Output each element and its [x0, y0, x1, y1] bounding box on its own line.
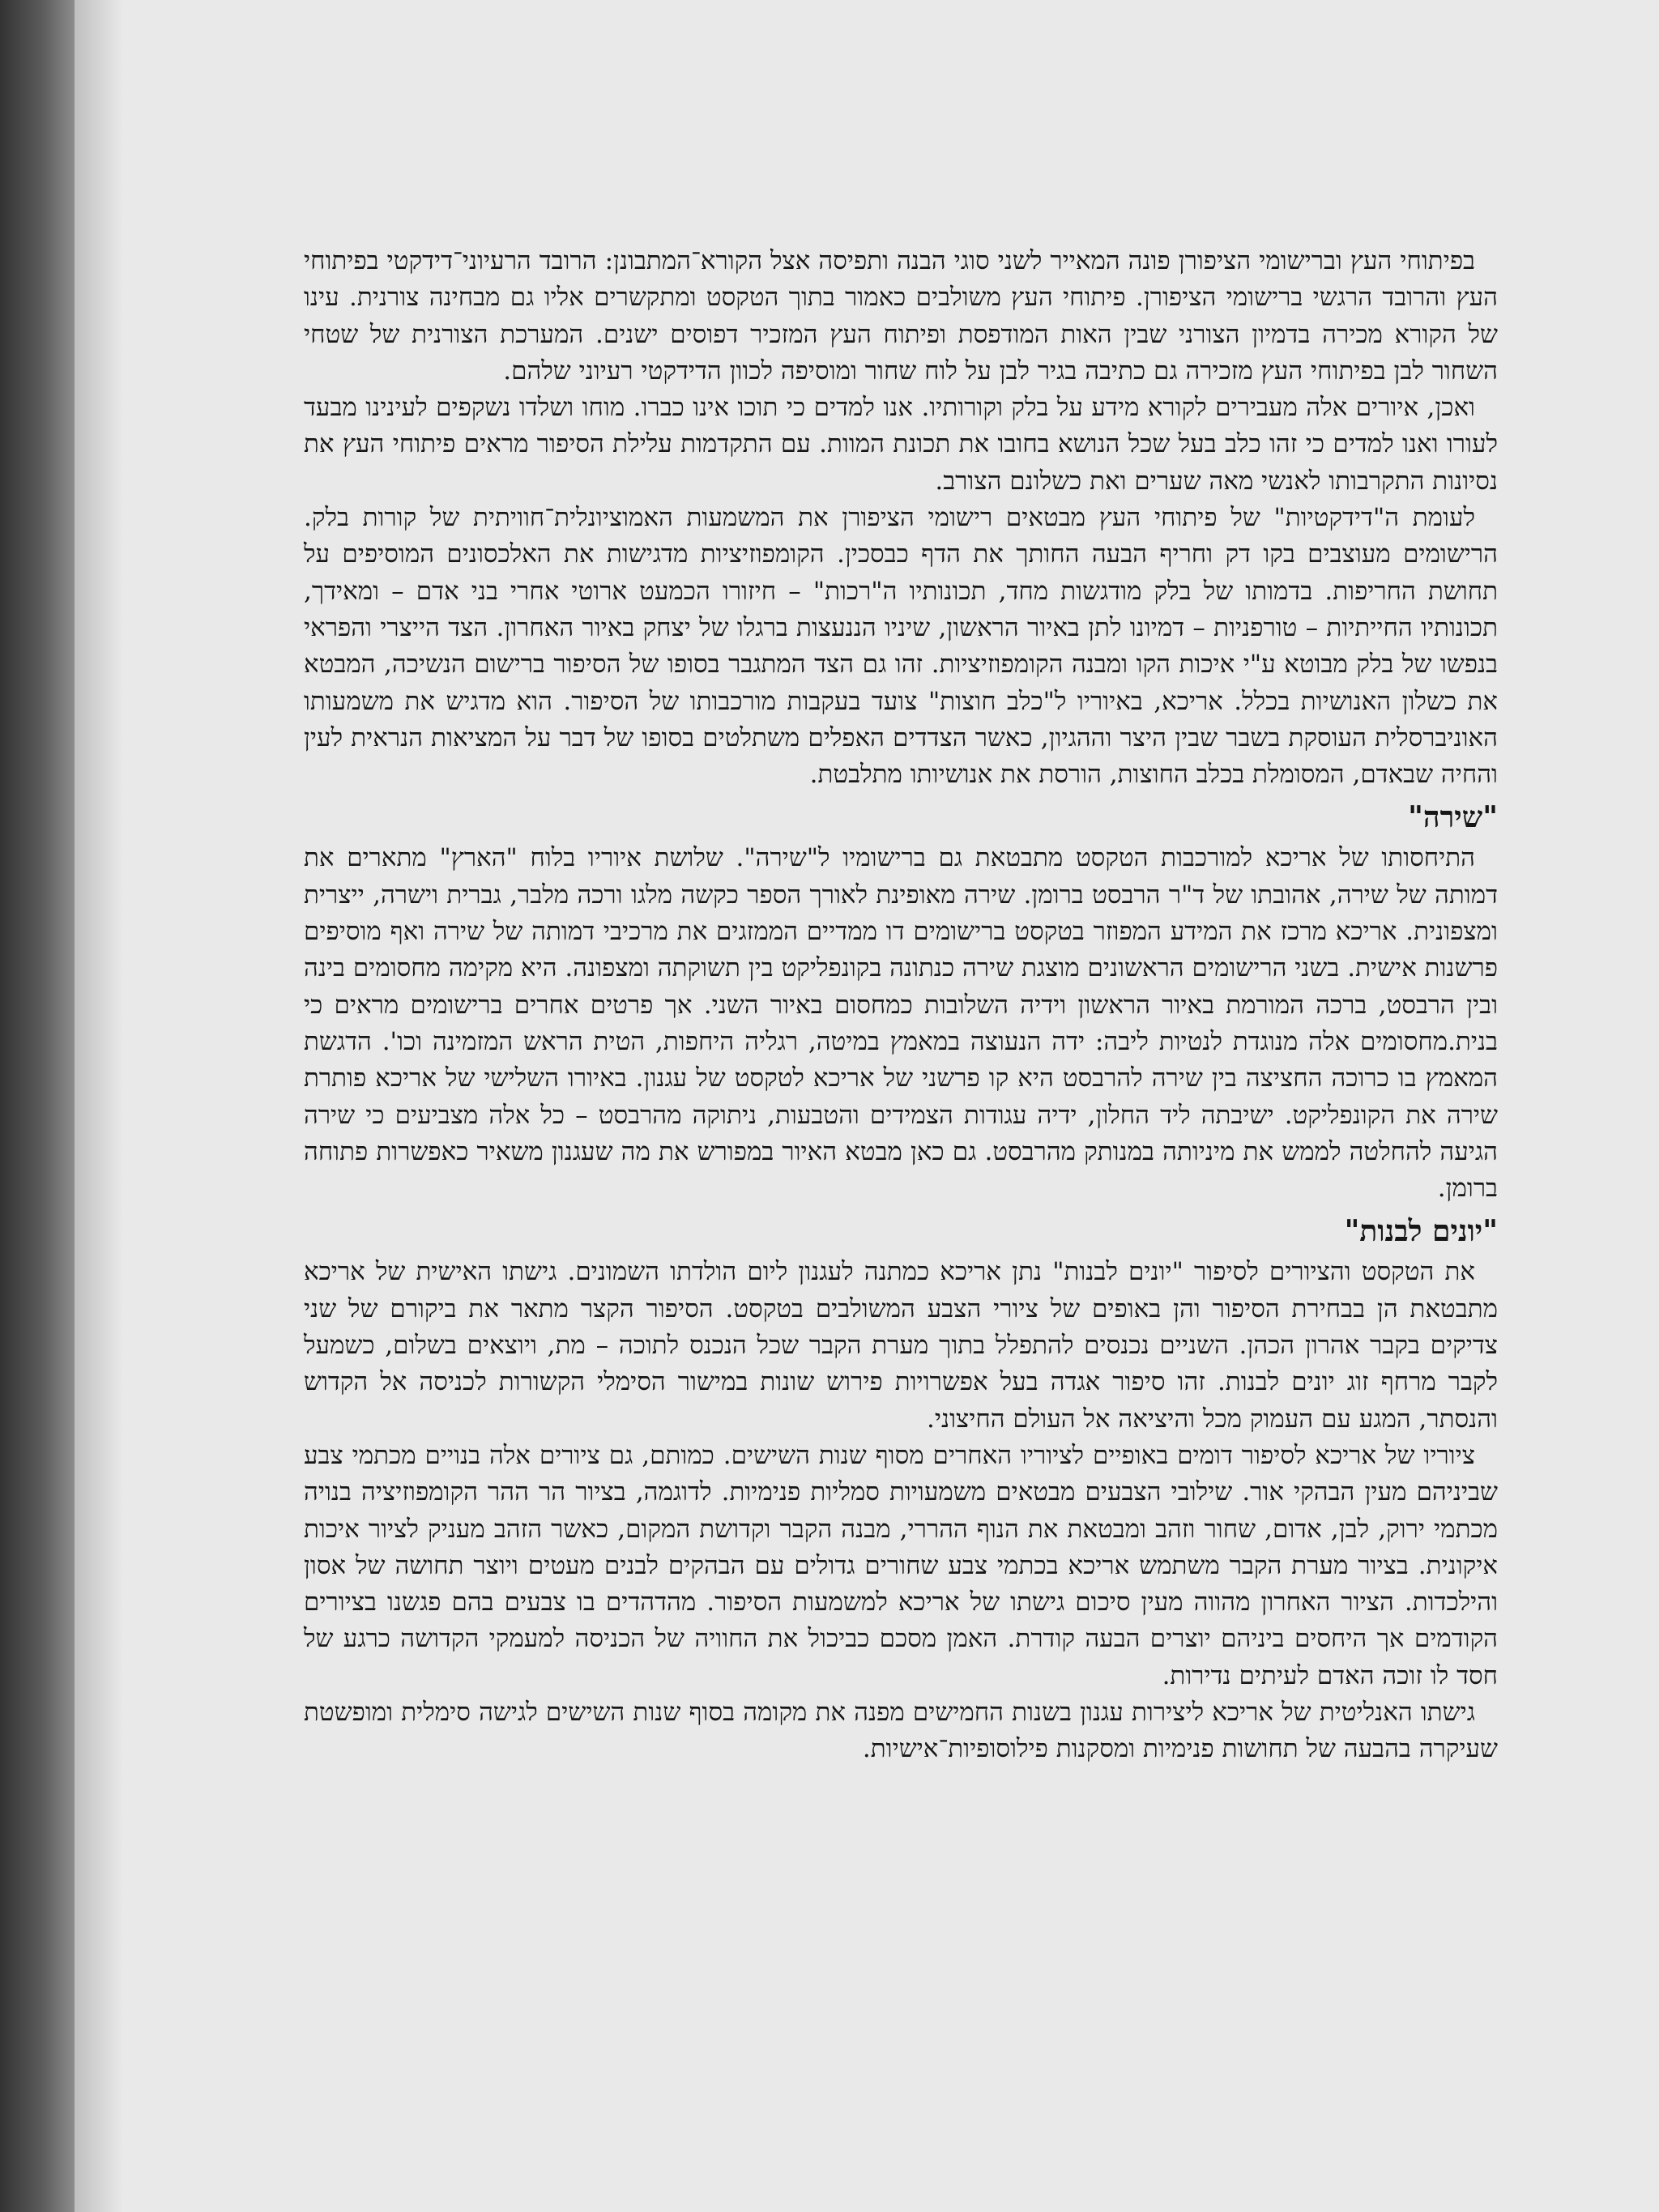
paragraph: גישתו האנליטית של אריכא ליצירות עגנון בשנות החמישים מפנה את מקומה בסוף שנות השישים לגישה סימלית ומופשטת שעיקרה בהבעה של תחושות פנימיות ומסקנות פילוסופיות־אישיות.: [304, 1697, 1498, 1764]
section-title-shira: "שירה": [1408, 800, 1498, 835]
paragraph: ואכן, איורים אלה מעבירים לקורא מידע על בלק וקורותיו. אנו למדים כי תוכו אינו כברו. מוחו ושלדו נשקפים לעינינו מבעד לעורו ואנו למדים כי זהו כלב בעל שכל הנושא בחובו את תכונת המוות. עם התקדמות עלילת הסיפור מראים פיתוחי העץ את נסיונות התקרבותו לאנשי מאה שערים ואת כשלונם הצורב.: [304, 393, 1498, 496]
scanned-page: [75, 0, 1659, 2212]
paragraph: ציוריו של אריכא לסיפור דומים באופיים לציוריו האחרים מסוף שנות השישים. כמותם, גם ציורים אלה בנויים מכתמי צבע שביניהם מעין הבהקי אור. שילובי הצבעים מבטאים משמעויות סמליות פנימיות. לדוגמה, בציור הר ההר הקומפוזיציה בנויה מכתמי ירוק, לבן, אדום, שחור וזהב ומבטאת את הנוף ההררי, מבנה הקבר וקדושת המקום, כאשר הזהב מעניק לציור איכות איקונית. בציור מערת הקבר משתמש אריכא בכתמי צבע שחורים גדולים עם הבהקים לבנים מעטים ויוצר תחושה של אסון והילכדות. הציור האחרון מהווה מעין סיכום גישתו של אריכא למשמעות הסיפור. מהדהדים בו צבעים בהם פגשנו בציורים הקודמים אך היחסים ביניהם יוצרים הבעה קודרת. האמן מסכם כביכול את החוויה של הכניסה למעמקי הקדושה כרגע של חסד לו זוכה האדם לעיתים נדירות.: [304, 1440, 1498, 1690]
section-title-white-doves: "יונים לבנות": [1344, 1214, 1498, 1249]
paragraph: לעומת ה"דידקטיות" של פיתוחי העץ מבטאים רישומי הציפורן את המשמעות האמוציונלית־חוויתית של קורות בלק. הרישומים מעוצבים בקו דק וחריף הבעה החותך את הדף כבסכין. הקומפוזיציות מדגישות את האלכסונים המוסיפים על תחושת החריפות. בדמותו של בלק מודגשות מחד, תכונותיו ה"רכות" – חיזורו הכמעט ארוטי אחרי בני אדם – ומאידך, תכונותיו החייתיות – טורפניות – דמיונו לתן באיור הראשון, שיניו הננעצות ברגלו של יצחק באיור האחרון. הצד הייצרי והפראי בנפשו של בלק מבוטא ע"י איכות הקו ומבנה הקומפוזיציות. זהו גם הצד המתגבר בסופו של הסיפור ברישום הנשיכה, המבטא את כשלון האנושיות בכלל. אריכא, באיוריו ל"כלב חוצות" צועד בעקבות מורכבותו של הסיפור. הוא מדגיש את משמעותו האוניברסלית העוסקת בשבר שבין היצר וההגיון, כאשר הצדדים האפלים משתלטים בסופו של דבר על המציאות הנראית לעין והחיה שבאדם, המסומלת בכלב החוצות, הורסת את אנושיותו מתלבטת.: [304, 503, 1498, 790]
article-body: [304, 243, 1498, 1768]
paragraph: התיחסותו של אריכא למורכבות הטקסט מתבטאת גם ברישומיו ל"שירה". שלושת איוריו בלוח "הארץ" מתארים את דמותה של שירה, אהובתו של ד"ר הרבסט ברומן. שירה מאופינת לאורך הספר כקשה מלגו ורכה מלבר, גברית וישרה, ייצרית ומצפונית. אריכא מרכז את המידע המפוזר בטקסט ברישומים דו ממדיים הממזגים את מרכיבי דמותה של שירה ואף מוסיפים פרשנות אישית. בשני הרישומים הראשונים מוצגת שירה כנתונה בקונפליקט בין תשוקתה ומצפונה. היא מקימה מחסומים בינה ובין הרבסט, ברכה המורמת באיור הראשון וידיה השלובות כמחסום באיור השני. אך פרטים אחרים ברישומים מראים כי בנית.מחסומים אלה מנוגדת לנטיות ליבה: ידה הנעוצה במאמץ במיטה, רגליה היחפות, הטית הראש המזמינה וכו'. הדגשת המאמץ בו כרוכה החציצה בין שירה להרבסט היא קו פרשני של אריכא לטקסט של עגנון. באיורו השלישי של אריכא פותרת שירה את הקונפליקט. ישיבתה ליד החלון, ידיה עגודות הצמידים והטבעות, ניתוקה מהרבסט – כל אלה מצביעים כי שירה הגיעה להחלטה לממש את מיניותה במנותק מהרבסט. גם כאן מבטא האיור במפורש את מה שעגנון משאיר כאפשרות פתוחה ברומן.: [304, 843, 1498, 1204]
scan-left-shadow: [0, 0, 75, 2212]
paragraph: בפיתוחי העץ וברישומי הציפורן פונה המאייר לשני סוגי הבנה ותפיסה אצל הקורא־המתבונן: הרובד הרעיוני־דידקטי בפיתוחי העץ והרובד הרגשי ברישומי הציפורן. פיתוחי העץ משולבים כאמור בתוך הטקסט ומתקשרים אליו גם מבחינה צורנית. עינו של הקורא מכירה בדמיון הצורני שבין האות המודפסת ופיתוח העץ המזכיר דפוסים ישנים. המערכת הצורנית של שטחי השחור לבן בפיתוחי העץ מזכירה גם כתיבה בגיר לבן על לוח שחור ומוסיפה לכוון הדידקטי רעיוני שלהם.: [304, 246, 1498, 386]
paragraph: את הטקסט והציורים לסיפור "יונים לבנות" נתן אריכא כמתנה לעגנון ליום הולדתו השמונים. גישתו האישית של אריכא מתבטאת הן בבחירת הסיפור והן באופים של ציורי הצבע המשולבים בטקסט. הסיפור הקצר מתאר את ביקורם של שני צדיקים בקבר אהרון הכהן. השניים נכנסים להתפלל בתוך מערת הקבר שכל הנכנס לתוכה – מת, ויוצאים בשלום, כשמעל לקבר מרחף זוג יונים לבנות. זהו סיפור אגדה בעל אפשרויות פירוש שונות במישור הסימלי הקשורות לכניסה אל הקדוש והנסתר, המגע עם העמוק מכל והיציאה אל העולם החיצוני.: [304, 1257, 1498, 1434]
